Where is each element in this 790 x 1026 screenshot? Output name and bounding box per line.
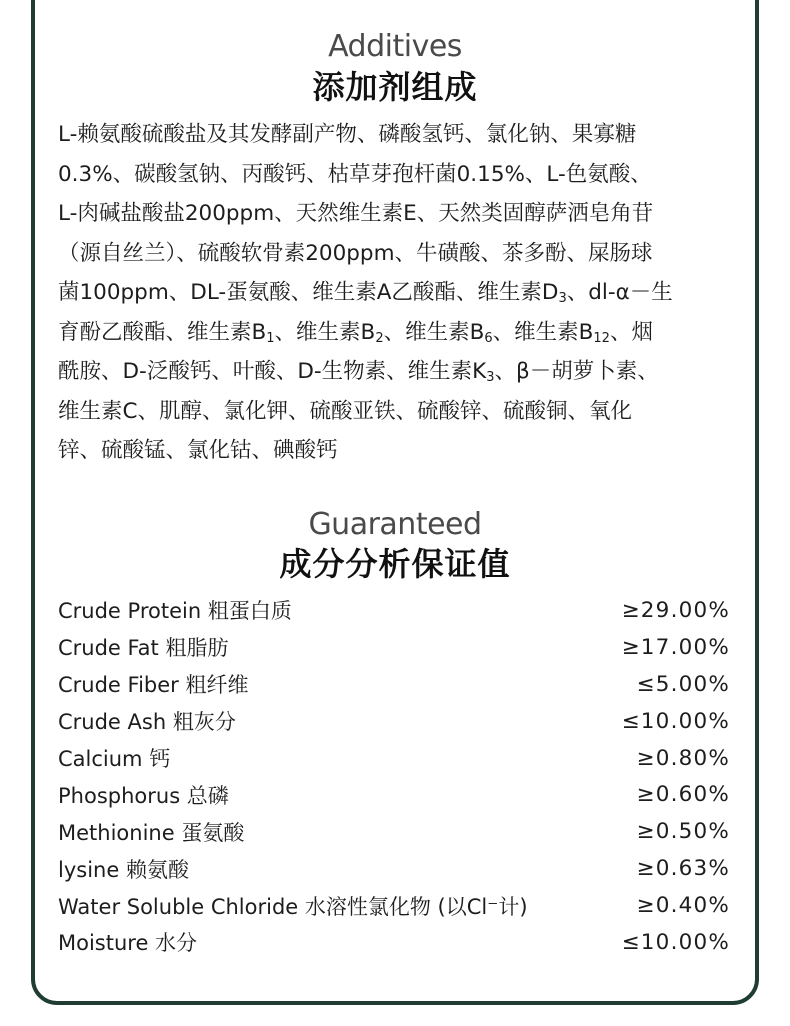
analysis-label: Crude Protein 粗蛋白质 xyxy=(58,599,292,624)
analysis-row xyxy=(58,776,730,813)
analysis-label: Moisture 水分 xyxy=(58,931,198,956)
guaranteed-title-cn: 成分分析保证值 xyxy=(279,545,511,583)
text-run: 酰胺、D-泛酸钙、叶酸、D-生物素、维生素K xyxy=(58,359,487,384)
additives-line xyxy=(58,431,742,471)
info-card xyxy=(31,0,759,1005)
subscript: 2 xyxy=(375,330,384,346)
additives-line xyxy=(58,273,742,313)
analysis-label: lysine 赖氨酸 xyxy=(58,857,189,882)
analysis-label: Water Soluble Chloride 水溶性氯化物 (以Cl⁻计) xyxy=(58,894,528,919)
analysis-label: Calcium 钙 xyxy=(58,747,171,771)
guaranteed-title-en: Guaranteed xyxy=(308,507,482,542)
additives-line xyxy=(58,392,742,432)
analysis-label: Crude Fat 粗脂肪 xyxy=(58,636,229,661)
analysis-label: Phosphorus 总磷 xyxy=(58,783,229,808)
additives-line xyxy=(58,194,742,234)
text-run: 0.3%、碳酸氢钠、丙酸钙、枯草芽孢杆菌0.15%、L-色氨酸、 xyxy=(58,161,652,187)
analysis-value: ≥0.40% xyxy=(636,893,730,919)
additives-line xyxy=(58,115,742,155)
additives-title-cn: 添加剂组成 xyxy=(312,68,478,106)
analysis-value: ≥17.00% xyxy=(621,634,730,660)
analysis-value: ≥29.00% xyxy=(621,597,730,623)
analysis-row xyxy=(58,592,730,629)
text-run: 锌、硫酸锰、氯化钴、碘酸钙 xyxy=(58,438,338,463)
additives-line xyxy=(58,313,742,353)
analysis-value: ≥0.63% xyxy=(636,856,730,882)
subscript: 3 xyxy=(558,291,567,306)
analysis-value: ≤10.00% xyxy=(621,929,730,955)
subscript: 3 xyxy=(486,370,495,385)
analysis-row xyxy=(58,813,730,850)
additives-title-en: Additives xyxy=(328,29,462,64)
text-run: L-肉碱盐酸盐200ppm、天然维生素E、天然类固醇萨洒皂角苷 xyxy=(58,201,654,226)
analysis-value: ≤10.00% xyxy=(621,708,730,734)
analysis-row xyxy=(58,850,730,887)
analysis-row xyxy=(58,740,730,777)
analysis-row xyxy=(58,924,730,961)
additives-line xyxy=(58,155,742,195)
text-run: 、维生素B xyxy=(274,319,376,345)
analysis-row xyxy=(58,703,730,740)
additives-text xyxy=(58,115,742,471)
analysis-value: ≥0.50% xyxy=(636,819,730,845)
text-run: 、维生素B xyxy=(492,319,594,345)
analysis-value: ≥0.60% xyxy=(636,782,730,808)
text-run: 、维生素B xyxy=(383,319,485,345)
text-run: 育酚乙酸酯、维生素B xyxy=(58,319,267,345)
analysis-row xyxy=(58,887,730,924)
additives-line xyxy=(58,352,742,392)
text-run: 、dl-α－生 xyxy=(566,280,673,305)
guaranteed-analysis-list xyxy=(58,592,730,961)
analysis-value: ≥0.80% xyxy=(636,745,730,771)
analysis-label: Crude Fiber 粗纤维 xyxy=(58,673,249,698)
subscript: 12 xyxy=(593,330,610,346)
additives-line xyxy=(58,234,742,274)
analysis-value: ≤5.00% xyxy=(636,671,730,697)
text-run: 、β－胡萝卜素、 xyxy=(494,359,659,384)
analysis-label: Methionine 蛋氨酸 xyxy=(58,820,245,845)
subscript: 6 xyxy=(484,330,493,346)
subscript: 1 xyxy=(266,330,275,346)
text-run: 、烟 xyxy=(609,319,653,345)
text-run: 菌100ppm、DL-蛋氨酸、维生素A乙酸酯、维生素D xyxy=(58,280,559,305)
analysis-label: Crude Ash 粗灰分 xyxy=(58,710,236,735)
analysis-row xyxy=(58,666,730,703)
text-run: 维生素C、肌醇、氯化钾、硫酸亚铁、硫酸锌、硫酸铜、氧化 xyxy=(58,398,633,424)
analysis-row xyxy=(58,629,730,666)
text-run: （源自丝兰）、硫酸软骨素200ppm、牛磺酸、茶多酚、屎肠球 xyxy=(58,240,653,266)
text-run: L-赖氨酸硫酸盐及其发酵副产物、磷酸氢钙、氯化钠、果寡糖 xyxy=(58,122,637,147)
